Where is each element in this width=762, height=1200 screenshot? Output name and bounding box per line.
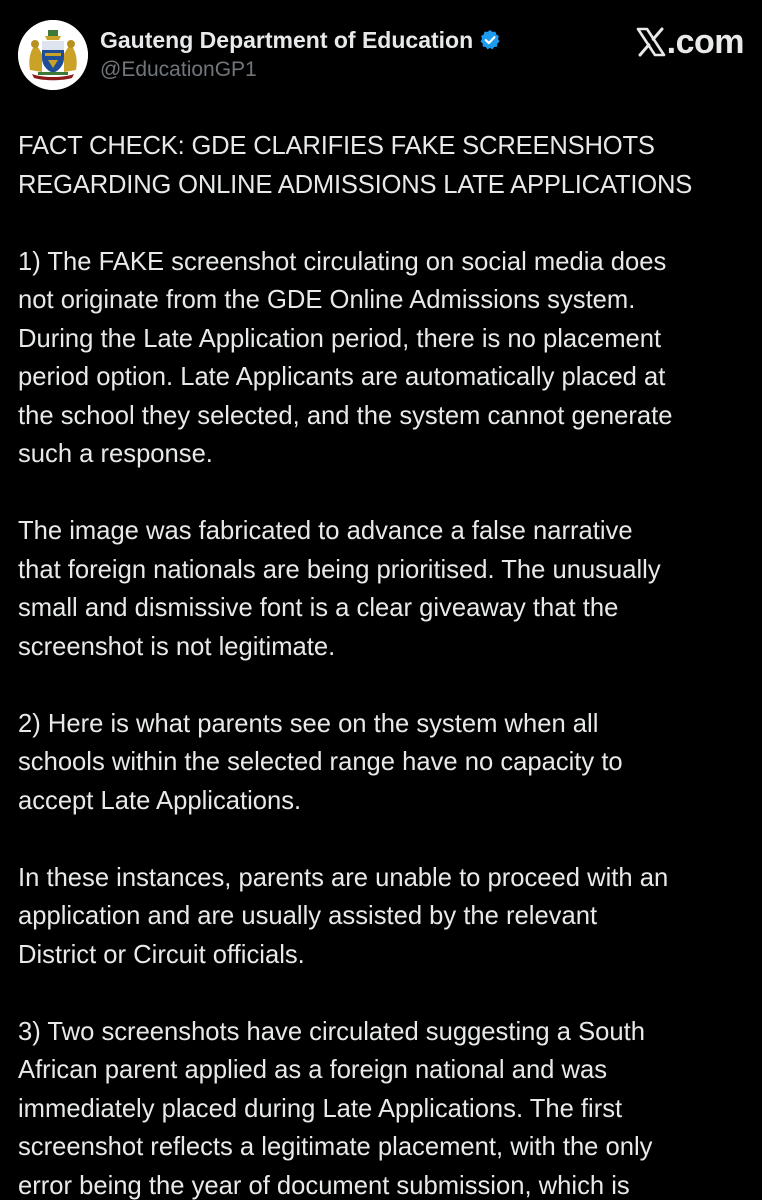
account-info (100, 26, 501, 82)
post-paragraph: 2) Here is what parents see on the system when all schools within the selected range have no capacity to accept Late Applications. (18, 709, 623, 815)
display-name[interactable]: Gauteng Department of Education (100, 26, 474, 53)
post-text (18, 127, 748, 1200)
verified-badge-icon (479, 29, 501, 51)
post-paragraph: The image was fabricated to advance a false narrative that foreign nationals are being prioritised. The unusually small and dismissive font is a clear giveaway that the screenshot is not legitimate. (18, 517, 661, 661)
avatar[interactable] (18, 20, 88, 90)
post-paragraph: 3) Two screenshots have circulated suggesting a South African parent applied as a foreign national and was immediately placed during Late Applications. The first screenshot reflects a legitimate placement, with the only error being the year of document submission, which is (18, 1017, 653, 1200)
post-headline: FACT CHECK: GDE CLARIFIES FAKE SCREENSHOTS REGARDING ONLINE ADMISSIONS LATE APPLICATIONS (18, 132, 693, 199)
x-brand-watermark (636, 22, 744, 62)
post-header (18, 20, 744, 92)
x-logo-icon (636, 27, 666, 57)
gauteng-coat-of-arms-icon (18, 20, 88, 90)
brand-domain-label: .com (666, 22, 744, 61)
account-handle[interactable]: @EducationGP1 (100, 58, 257, 81)
display-name-row (100, 26, 501, 54)
post-paragraph: In these instances, parents are unable to proceed with an application and are usually assisted by the relevant District or Circuit officials. (18, 863, 669, 969)
post-paragraph: 1) The FAKE screenshot circulating on social media does not originate from the GDE Online Admissions system. During the Late Application period, there is no placement period option. Late Applicants are automatically placed at the school they selected, and the system cannot generate such a response. (18, 247, 673, 468)
